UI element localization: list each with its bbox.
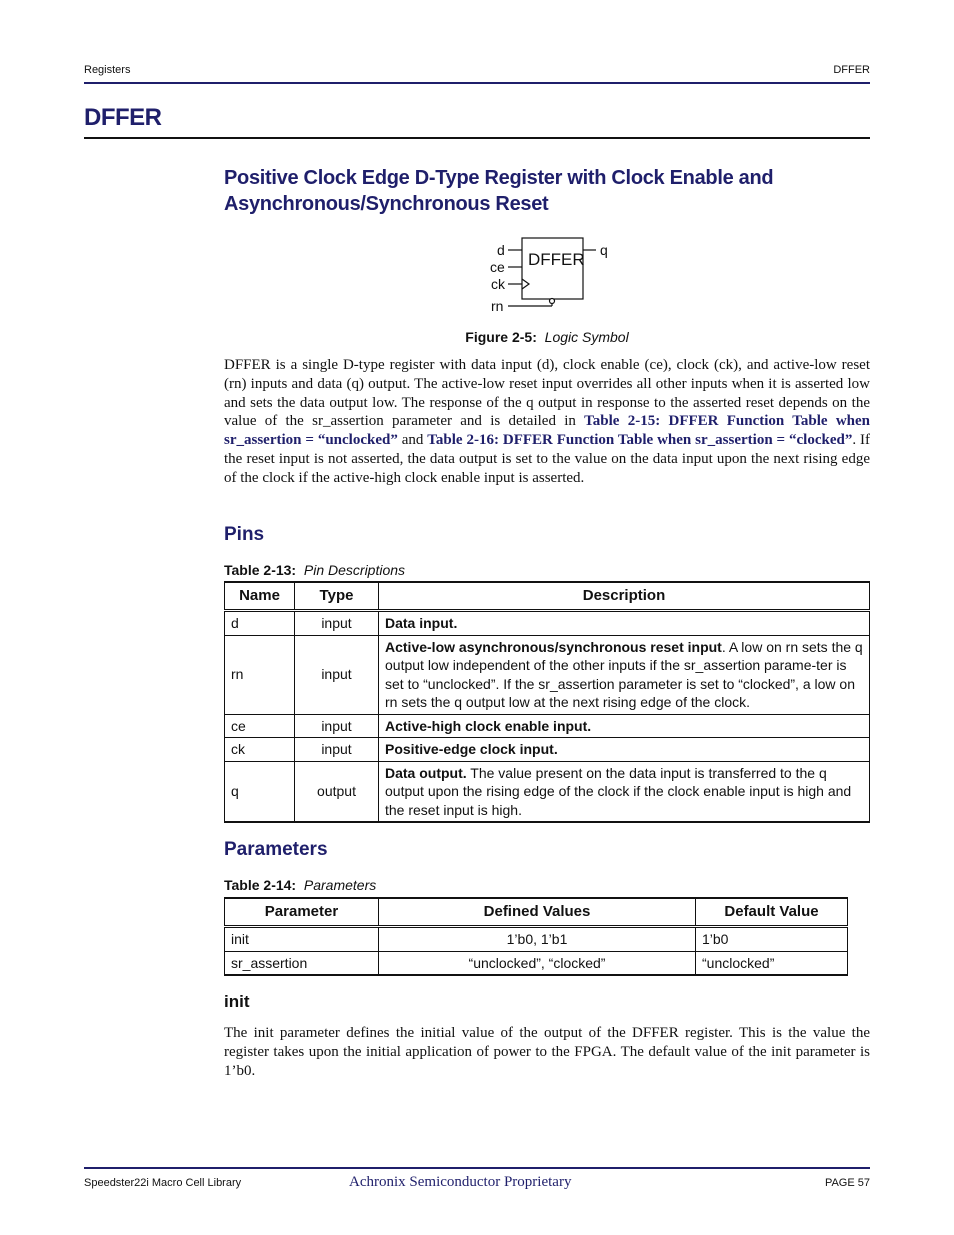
footer-center: Achronix Semiconductor Proprietary	[349, 1174, 572, 1190]
init-paragraph: The init parameter defines the initial value of the output of the DFFER register. This is the value the register takes upon the initial application of power to the FPGA. The default value of the init parameter is 1’b0.	[224, 1025, 870, 1079]
table-row: ck input Positive-edge clock input.	[225, 738, 870, 762]
table-row: rn input Active-low asynchronous/synchronous reset input. A low on rn sets the q output low independent of the other inputs if the sr_assertion parame-ter is set to “unclocked”. If the sr_assertion parameter is set to “clocked”, a low on rn sets the q output low at the next rising edge of the clock.	[225, 635, 870, 714]
parameters-heading: Parameters	[224, 839, 328, 860]
pin-label-d: d	[497, 242, 505, 258]
init-heading: init	[224, 992, 250, 1011]
pin-label-q: q	[600, 242, 608, 258]
pin-label-rn: rn	[491, 298, 504, 314]
figure-caption	[0, 329, 954, 345]
header-left: Registers	[84, 64, 131, 76]
pins-table	[224, 581, 870, 823]
params-col-default-value: Default Value	[696, 898, 848, 927]
pin-label-ck: ck	[491, 276, 505, 292]
clock-edge-icon	[522, 279, 529, 289]
footer-left: Speedster22i Macro Cell Library	[84, 1177, 242, 1189]
params-col-defined-values: Defined Values	[379, 898, 696, 927]
table-row: q output Data output. The value present on the data input is transferred to the q output upon the rising edge of the clock if the clock enable input is high and the reset input is high.	[225, 761, 870, 822]
description-paragraph: DFFER is a single D-type register with data input (d), clock enable (ce), clock (ck), and active-low reset (rn) inputs and data (q) output. The active-low reset input overrides all other inputs when it is asserted low and sets the data output low. The response of the q output in response to the asserted reset depends on the value of the sr_assertion parameter and is detailed in Table 2-15: DFFER Function Table when sr_assertion = “unclocked” and Table 2-16: DFFER Function Table when sr_assertion = “clocked”. If the reset input is not asserted, the data output is set to the value on the data input upon the next rising edge of the clock if the active-high clock enable input is asserted.	[224, 357, 870, 486]
header-rule	[84, 82, 870, 84]
pin-label-ce: ce	[490, 259, 505, 275]
figure-number: Figure 2-5:	[465, 329, 537, 345]
footer-page-number: PAGE 57	[824, 1177, 870, 1189]
table-row: ce input Active-high clock enable input.	[225, 714, 870, 738]
chapter-rule	[84, 137, 870, 139]
table-row: d input Data input.	[225, 611, 870, 636]
pins-table-caption: Table 2-13: Pin Descriptions	[224, 562, 406, 578]
pins-col-type: Type	[295, 582, 379, 611]
header-right: DFFER	[833, 64, 870, 76]
section-title: Positive Clock Edge D-Type Register with Clock Enable and Asynchronous/Synchronous Reset	[224, 167, 774, 215]
pins-col-description: Description	[379, 582, 870, 611]
logic-symbol	[484, 236, 614, 316]
table-row: init 1’b0, 1’b1 1’b0	[225, 927, 848, 952]
figure-title: Logic Symbol	[544, 329, 629, 345]
table-row: sr_assertion “unclocked”, “clocked” “unclocked”	[225, 951, 848, 975]
pins-col-name: Name	[225, 582, 295, 611]
footer-rule	[84, 1167, 870, 1169]
xref-table-2-15[interactable]: Table 2-15: DFFER Function Table when sr_assertion = “unclocked”	[224, 413, 870, 449]
xref-table-2-16[interactable]: Table 2-16: DFFER Function Table when sr_assertion = “clocked”	[427, 432, 853, 449]
pins-heading: Pins	[224, 524, 265, 545]
chapter-title: DFFER	[84, 104, 162, 131]
inversion-bubble-icon	[550, 299, 555, 304]
block-label: DFFER	[528, 250, 585, 269]
params-col-parameter: Parameter	[225, 898, 379, 927]
parameters-table	[224, 897, 848, 976]
params-table-caption: Table 2-14: Parameters	[224, 877, 377, 893]
